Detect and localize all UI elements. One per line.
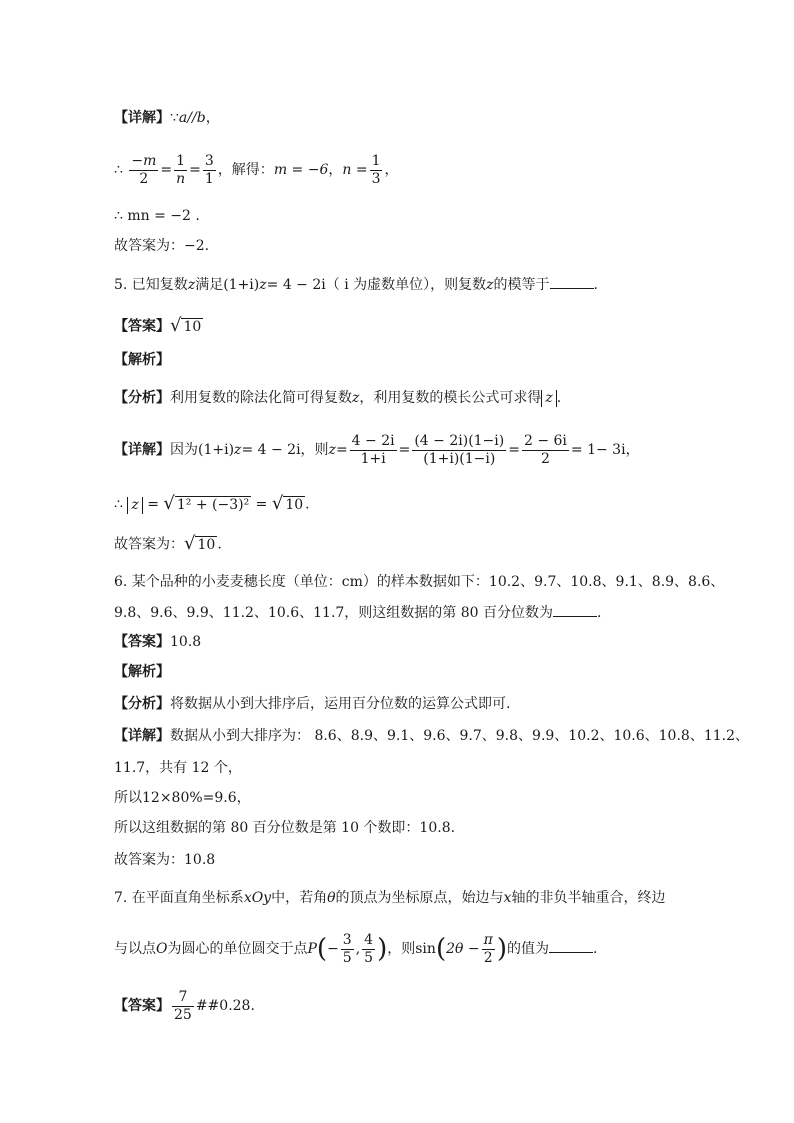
analysis-label: 【解析】 <box>114 664 170 680</box>
answer-value: 10.8 <box>170 634 202 650</box>
answer-label: 【答案】 <box>114 634 170 650</box>
fenxi-label: 【分析】 <box>114 696 170 712</box>
var-x: x <box>503 890 512 906</box>
period: . <box>593 277 598 293</box>
result: = 1− 3i <box>570 442 626 458</box>
q6-detail-line2: 11.7，共有 12 个， <box>114 760 242 776</box>
solve-text: ，解得： <box>217 162 274 178</box>
sqrt-10: √ 10 <box>170 315 202 336</box>
var-z: z <box>352 390 360 406</box>
detail-text: 数据从小到大排序为： 8.6、8.9、9.1、9.6、9.7、9.8、9.9、10.2、10.6、10.8、11.2、 <box>170 728 749 744</box>
xoy: xOy <box>243 890 272 906</box>
var-z: z <box>486 277 494 293</box>
q6-analysis-label <box>114 662 170 682</box>
q6-detail-line <box>114 726 749 746</box>
q7-text: 7. 在平面直角坐标系 <box>114 890 244 906</box>
therefore-symbol: ∴ <box>114 496 123 513</box>
q6-answer <box>114 632 201 652</box>
equals: = <box>189 162 201 178</box>
sqrt-10: √ 10 <box>184 533 216 554</box>
answer-blank <box>550 274 594 289</box>
fraction-c: $\frac{2 - 6i}{2}$ <box>523 432 567 467</box>
period: . <box>217 536 222 553</box>
detail-label: 【详解】 <box>114 442 170 458</box>
q4-equation-line <box>114 150 398 190</box>
answer-label: 【答案】 <box>114 318 170 335</box>
var-z: z <box>328 442 336 458</box>
fraction-3-over-1: $\frac{3}{1}$ <box>204 152 214 187</box>
n-equals: n = <box>342 162 368 178</box>
q6-question-line2 <box>114 602 601 623</box>
fenxi-label: 【分析】 <box>114 390 170 406</box>
q5-text: 满足 <box>195 277 224 293</box>
vector-a: a <box>178 110 188 126</box>
q7-text: 轴的非负半轴重合，终边 <box>511 890 666 906</box>
fenxi-text: 将数据从小到大排序后，运用百分位数的运算公式即可. <box>170 696 511 712</box>
q7-text: 为圆心的单位圆交于点 <box>167 941 308 957</box>
sqrt-sum: √ 1² + (−3)² <box>163 493 250 514</box>
abs-z: z <box>541 390 556 407</box>
q5-analysis-label <box>114 350 170 370</box>
equals: = <box>398 442 411 458</box>
q7-question-line2: 与以点O为圆心的单位圆交于点P(− $\frac{3}{5}$ , $\frac{4}{5}$ )，则sin(2θ − $\frac{\pi}{2}$ )的值为 . <box>114 931 598 966</box>
q7-question-line1 <box>114 888 665 908</box>
q5-answer-line <box>114 534 222 555</box>
equals: = <box>160 162 173 178</box>
equals: = <box>147 496 159 513</box>
answer-text: 故答案为： <box>114 536 184 553</box>
var-z: z <box>234 442 242 458</box>
comma: , <box>355 941 361 957</box>
minus: − <box>327 941 339 957</box>
q6-question-line1: 6. 某个品种的小麦麦穗长度（单位：cm）的样本数据如下：10.2、9.7、10.8、9.1、8.9、8.6、 <box>114 574 725 590</box>
detail-label: 【详解】 <box>114 728 170 744</box>
comma: ， <box>625 442 640 458</box>
var-z: z <box>187 277 196 293</box>
q4-detail-line <box>114 108 220 128</box>
answer-label: 【答案】 <box>114 998 170 1014</box>
point-o: O <box>156 941 168 957</box>
q5-text: 5. 已知复数 <box>114 277 188 293</box>
q5-detail-line <box>114 428 640 472</box>
fraction-7-over-25: $\frac{7}{25}$ <box>174 988 192 1023</box>
detail-text: 因为 <box>170 442 198 458</box>
q7-text: 的值为 <box>506 941 549 957</box>
q7-text: 的顶点为坐标原点，始边与 <box>335 890 504 906</box>
comma: ， <box>205 110 220 126</box>
eq-lhs: (1+i) <box>198 442 235 458</box>
fraction-b: $\frac{(4 - 2i)(1-i)}{(1+i)(1-i)}$ <box>414 432 505 467</box>
fraction-4-over-5: $\frac{4}{5}$ <box>364 931 374 966</box>
two-theta: 2θ − <box>446 941 480 957</box>
therefore-symbol: ∴ <box>114 162 123 178</box>
fraction-1-over-3: $\frac{1}{3}$ <box>371 152 381 187</box>
equals: = <box>255 496 268 513</box>
analysis-label: 【解析】 <box>114 352 170 368</box>
q6-answer-line: 故答案为：10.8 <box>114 852 216 868</box>
q7-text: 中，若角 <box>271 890 328 906</box>
fenxi-text: ，利用复数的模长公式可求得 <box>359 390 542 406</box>
detail-text: ，则 <box>300 442 329 458</box>
q6-text: 9.8、9.6、9.9、11.2、10.6、11.7，则这组数据的第 80 百分位数为 <box>114 605 554 621</box>
abs-z: z <box>127 497 142 514</box>
equals: = <box>335 442 348 458</box>
fraction-pi-over-2: $\frac{\pi}{2}$ <box>483 931 493 966</box>
period: . <box>305 496 310 513</box>
q6-fenxi-line <box>114 694 510 714</box>
eq-rhs: = 4 − 2i <box>266 277 326 293</box>
fraction-a: $\frac{4 - 2i}{1+i}$ <box>351 432 395 467</box>
comma: ， <box>384 162 399 178</box>
detail-label: 【详解】 <box>114 110 170 126</box>
fenxi-text: 利用复数的除法化简可得复数 <box>170 390 352 406</box>
q6-detail-line4: 所以这组数据的第 80 百分位数是第 10 个数即：10.8. <box>114 820 456 836</box>
point-p: P <box>307 941 317 957</box>
q7-answer <box>114 986 255 1026</box>
fraction-neg-m-over-2: $\frac{-m}{2}$ <box>131 152 157 187</box>
m-value: m = −6 <box>273 162 329 178</box>
eq-rhs: = 4 − 2i <box>241 442 301 458</box>
q5-text: 的模等于 <box>493 277 550 293</box>
sqrt-10: √ 10 <box>271 493 304 514</box>
q5-text: （ i 为虚数单位），则复数 <box>325 277 487 293</box>
period: . <box>556 390 562 406</box>
answer-blank <box>553 602 597 617</box>
answer-blank <box>549 938 593 953</box>
equals: = <box>508 442 520 458</box>
eq-lhs: (1+i) <box>223 277 260 293</box>
parallel-symbol: // <box>187 110 197 126</box>
q7-text: ，则 <box>387 941 416 957</box>
q5-question <box>114 274 598 295</box>
period: . <box>592 941 598 957</box>
q5-answer <box>114 316 203 337</box>
period: . <box>597 605 602 621</box>
fraction-3-over-5: $\frac{3}{5}$ <box>342 931 352 966</box>
var-theta: θ <box>327 890 336 906</box>
q5-modulus-line <box>114 494 310 515</box>
q4-answer-line: 故答案为：−2. <box>114 238 210 254</box>
q5-fenxi-line <box>114 388 561 408</box>
q7-text: 与以点 <box>114 941 156 957</box>
fraction-1-over-n: $\frac{1}{n}$ <box>176 152 186 187</box>
since-symbol: ∵ <box>170 110 179 126</box>
comma: ， <box>328 162 343 178</box>
answer-tail: ##0.28. <box>195 998 255 1014</box>
vector-b: b <box>196 110 206 126</box>
sin-function: sin <box>415 941 436 957</box>
var-z: z <box>259 277 267 293</box>
q6-detail-line3: 所以12×80%=9.6， <box>114 790 251 806</box>
q4-mn-line: ∴ mn = −2 . <box>114 208 200 224</box>
